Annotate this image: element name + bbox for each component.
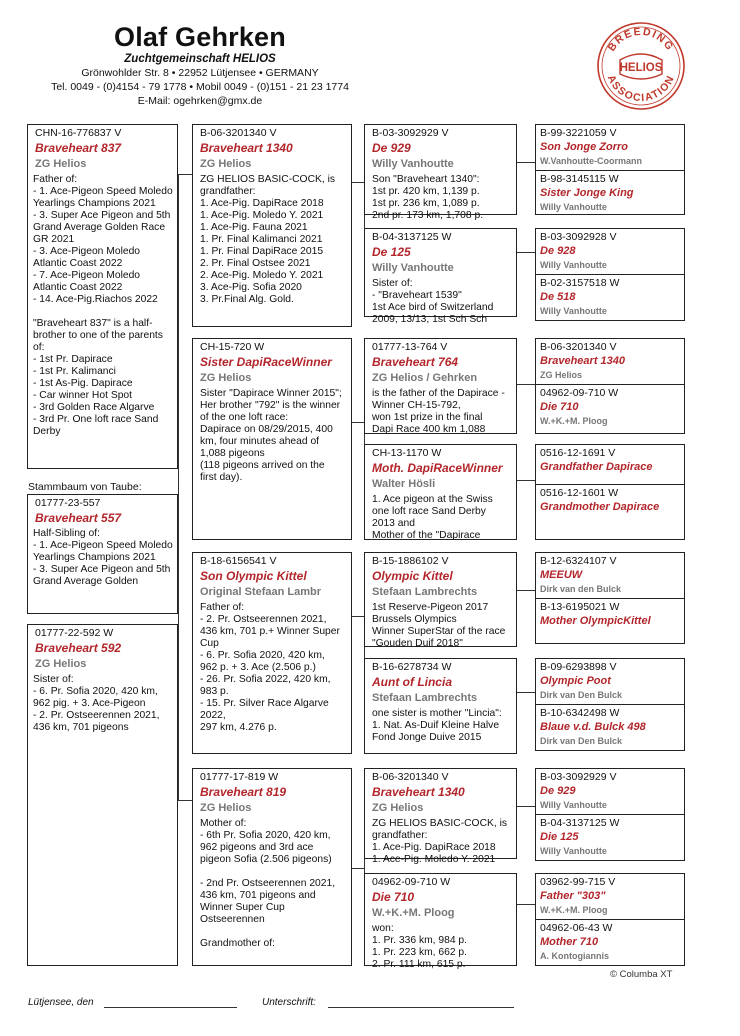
parent-breeder: ZG Helios — [200, 372, 252, 384]
grandparent-description: 1. Ace pigeon at the Swiss one loft race Sand Derby 2013 and Mother of the "Dapirace — [372, 494, 493, 541]
ggp-name: MEEUW — [540, 569, 583, 581]
parent-description: Sister "Dapirace Winner 2015"; Her brother "792" is the winner of the one loft race: Dapirace on 08/29/2015, 400 km, four minutes ahead of 1,088 pigeons (118 pigeons arrived on the first day). — [200, 388, 342, 483]
ggp-breeder: Willy Vanhoutte — [540, 202, 607, 212]
ggp-breeder: Willy Vanhoutte — [540, 306, 607, 316]
parent-ring: CH-15-720 W — [200, 341, 265, 353]
ggp-ring: B-06-3201340 V — [540, 341, 617, 353]
parent-name: Sister DapiRaceWinner — [200, 355, 332, 369]
dam-card — [27, 624, 178, 966]
ggp-ring: B-12-6324107 V — [540, 555, 617, 567]
sibling-card — [27, 494, 178, 614]
ggp-breeder: Willy Vanhoutte — [540, 260, 607, 270]
copyright-note: © Columba XT — [610, 969, 673, 980]
ggp-name: Olympic Poot — [540, 675, 611, 687]
ggp-ring: 03962-99-715 V — [540, 876, 616, 888]
ggp-ring: 0516-12-1691 V — [540, 447, 616, 459]
grandparent-description: Sister of: - "Braveheart 1539" 1st Ace bird of Switzerland 2009, 13/13, 1st Sch Sch — [372, 278, 494, 325]
svg-text:ASSOCIATION: ASSOCIATION — [604, 73, 678, 105]
breeder-phone: Tel. 0049 - (0)4154 - 79 1778 • Mobil 0049 - (0)151 - 21 23 1774 — [51, 81, 349, 93]
svg-text:BREEDING: BREEDING — [605, 25, 677, 54]
ggp-breeder: Dirk van Den Bulck — [540, 690, 623, 700]
grandparent-breeder: Willy Vanhoutte — [372, 262, 454, 274]
ggp-ring: B-03-3092929 V — [540, 771, 617, 783]
grandparent-name: De 125 — [372, 245, 411, 259]
great-grandparent-pair-1 — [535, 124, 685, 215]
grandparent-breeder: W.+K.+M. Ploog — [372, 907, 455, 919]
grandparent-name: Braveheart 1340 — [372, 785, 465, 799]
ggp-breeder: Dirk van den Bulck — [540, 584, 622, 594]
parent-name: Son Olympic Kittel — [200, 569, 307, 583]
parent-description: Mother of: - 6th Pr. Sofia 2020, 420 km, 962 pigeons and 3rd ace pigeon Sofia (2.506 pigeons) - 2nd Pr. Ostseerennen 2021, 436 km, 701 pigeons and Winner Super Cup Ostseerennen Grandmother of: — [200, 818, 336, 949]
grandparent-description: won: 1. Pr. 336 km, 984 p. 1. Pr. 223 km, 662 p. 2. Pr. 111 km, 615 p. — [372, 923, 468, 970]
great-grandparent-pair-3 — [535, 338, 685, 434]
parent-card-2 — [192, 338, 352, 540]
pedigree-of-label: Stammbaum von Taube: — [28, 481, 142, 493]
ggp-ring: 04962-09-710 W — [540, 387, 619, 399]
grandparent-name: De 929 — [372, 141, 411, 155]
ggp-name: Grandfather Dapirace — [540, 461, 653, 473]
sibling-description: Half-Sibling of: - 1. Ace-Pigeon Speed Moledo Yearlings Champions 2021 - 3. Super Ace Pigeon and 5th Grand Average Golden — [33, 528, 173, 587]
grandparent-name: Die 710 — [372, 890, 415, 904]
parent-ring: B-18-6156541 V — [200, 555, 277, 567]
grandparent-breeder: ZG Helios — [372, 802, 424, 814]
dam-ring: 01777-22-592 W — [35, 627, 114, 639]
grandparent-card-1 — [364, 124, 517, 221]
signature-line[interactable] — [328, 1007, 514, 1008]
ggp-ring: B-98-3145115 W — [540, 173, 619, 185]
grandparent-breeder: Walter Hösli — [372, 478, 436, 490]
ggp-ring: 04962-06-43 W — [540, 922, 613, 934]
ggp-ring: B-02-3157518 W — [540, 277, 620, 289]
grandparent-ring: B-15-1886102 V — [372, 555, 449, 567]
ggp-name: Die 710 — [540, 401, 579, 413]
grandparent-ring: CH-13-1170 W — [372, 447, 442, 459]
grandparent-name: Aunt of Lincia — [372, 675, 452, 689]
parent-card-3 — [192, 552, 352, 754]
ggp-name: Son Jonge Zorro — [540, 141, 628, 153]
grandparent-description: is the father of the Dapirace -Winner CH-15-792, won 1st prize in the final Dapi Race 400 km 1,088 — [372, 388, 505, 435]
breeder-header — [0, 22, 400, 108]
parent-name: Braveheart 1340 — [200, 141, 293, 155]
parent-name: Braveheart 819 — [200, 785, 287, 799]
breeder-name: Olaf Gehrken — [114, 22, 286, 52]
grandparent-card-7 — [364, 768, 517, 865]
ggp-ring: B-99-3221059 V — [540, 127, 617, 139]
ggp-name: Sister Jonge King — [540, 187, 634, 199]
ggp-breeder: Willy Vanhoutte — [540, 846, 607, 856]
grandparent-card-6 — [364, 658, 517, 754]
helios-seal-logo — [596, 20, 686, 112]
parent-description: ZG HELIOS BASIC-COCK, is grandfather: 1. Ace-Pig. DapiRace 2018 1. Ace-Pig. Moledo Y. 2021 1. Ace-Pig. Fauna 2021 1. Pr. Final Kalimanci 2021 1. Pr. Final DapiRace 2015 2. Pr. Final Ostsee 2021 2. Ace-Pig. Moledo Y. 2021 3. Ace-Pig. Sofia 2020 3. Pr.Final Alg. Gold. — [200, 174, 336, 305]
ggp-name: Mother 710 — [540, 936, 599, 948]
great-grandparent-pair-8 — [535, 873, 685, 966]
grandparent-ring: B-04-3137125 W — [372, 231, 452, 243]
grandparent-card-5 — [364, 552, 517, 647]
grandparent-ring: B-03-3092929 V — [372, 127, 449, 139]
ggp-name: Mother OlympicKittel — [540, 615, 651, 627]
main-pigeon-description: Father of: - 1. Ace-Pigeon Speed Moledo Yearlings Champions 2021 - 3. Super Ace Pigeon and 5th Grand Average Golden Race GR 2021 - 3. Ace-Pigeon Moledo Atlantic Coast 2022 - 7. Ace-Pigeon Moledo Atlantic Coast 2022 - 14. Ace-Pig.Riachos 2022 "Braveheart 837" is a half-brother to one of the parents of: - 1st Pr. Dapirace - 1st Pr. Kalimanci - 1st As-Pig. Dapirace - Car winner Hot Spot - 3rd Golden Race Algarve - 3rd Pr. One loft race Sand Derby — [33, 174, 173, 437]
ggp-name: De 518 — [540, 291, 576, 303]
grandparent-breeder: Willy Vanhoutte — [372, 158, 454, 170]
grandparent-description: ZG HELIOS BASIC-COCK, is grandfather: 1. Ace-Pig. DapiRace 2018 1. Ace-Pig. Moledo Y. 2021 — [372, 818, 508, 865]
grandparent-breeder: Stefaan Lambrechts — [372, 692, 478, 704]
grandparent-card-2 — [364, 228, 517, 325]
parent-card-1 — [192, 124, 352, 327]
ggp-ring: B-10-6342498 W — [540, 707, 620, 719]
ggp-breeder: A. Kontogiannis — [540, 951, 609, 961]
ggp-name: Blaue v.d. Bulck 498 — [540, 721, 646, 733]
ggp-name: De 928 — [540, 245, 576, 257]
ggp-breeder: Dirk van Den Bulck — [540, 736, 623, 746]
ggp-ring: B-13-6195021 W — [540, 601, 620, 613]
grandparent-breeder: Stefaan Lambrechts — [372, 586, 478, 598]
grandparent-card-8 — [364, 873, 517, 970]
parent-ring: B-06-3201340 V — [200, 127, 277, 139]
grandparent-ring: 01777-13-764 V — [372, 341, 448, 353]
ggp-ring: B-03-3092928 V — [540, 231, 617, 243]
ggp-breeder: Willy Vanhoutte — [540, 800, 607, 810]
great-grandparent-pair-2 — [535, 228, 685, 321]
ggp-name: Father "303" — [540, 890, 606, 902]
place-date-line[interactable] — [104, 1007, 237, 1008]
ggp-breeder: ZG Helios — [540, 370, 583, 380]
grandparent-card-4 — [364, 444, 517, 540]
svg-text:HELIOS: HELIOS — [619, 62, 663, 74]
breeder-email: E-Mail: ogehrken@gmx.de — [137, 95, 263, 107]
grandparent-ring: B-06-3201340 V — [372, 771, 449, 783]
grandparent-breeder: ZG Helios / Gehrken — [372, 372, 478, 384]
main-pigeon-card — [27, 124, 178, 469]
great-grandparent-pair-7 — [535, 768, 685, 861]
ggp-name: De 929 — [540, 785, 576, 797]
grandparent-description: one sister is mother "Lincia": 1. Nat. As-Duif Kleine Halve Fond Jonge Duive 2015 — [372, 708, 502, 743]
grandparent-description: Son "Braveheart 1340": 1st pr. 420 km, 1,139 p. 1st pr. 236 km, 1,089 p. 2nd pr. 173 km, 1,708 p. — [372, 174, 484, 221]
great-grandparent-pair-5 — [535, 552, 685, 644]
great-grandparent-pair-6 — [535, 658, 685, 751]
breeder-address: Grönwohlder Str. 8 • 22952 Lütjensee • GERMANY — [81, 67, 319, 79]
parent-breeder: Original Stefaan Lambr — [200, 586, 322, 598]
dam-name: Braveheart 592 — [35, 641, 122, 655]
place-date-label: Lütjensee, den — [28, 997, 94, 1008]
parent-card-4 — [192, 768, 352, 966]
ggp-breeder: W.+K.+M. Ploog — [540, 416, 608, 426]
sibling-ring: 01777-23-557 — [35, 497, 101, 509]
ggp-breeder: W.Vanhoutte-Coormann — [540, 156, 642, 166]
dam-breeder: ZG Helios — [35, 658, 87, 670]
ggp-name: Braveheart 1340 — [540, 355, 626, 367]
signature-label: Unterschrift: — [262, 997, 316, 1008]
grandparent-name: Braveheart 764 — [372, 355, 459, 369]
sibling-name: Braveheart 557 — [35, 511, 122, 525]
parent-breeder: ZG Helios — [200, 158, 252, 170]
main-pigeon-name: Braveheart 837 — [35, 141, 122, 155]
parent-ring: 01777-17-819 W — [200, 771, 279, 783]
main-pigeon-breeder: ZG Helios — [35, 158, 87, 170]
ggp-ring: B-04-3137125 W — [540, 817, 620, 829]
grandparent-description: 1st Reserve-Pigeon 2017 Brussels Olympics Winner SuperStar of the race "Gouden Duif 2018" — [372, 602, 506, 649]
grandparent-card-3 — [364, 338, 517, 434]
ggp-ring: 0516-12-1601 W — [540, 487, 619, 499]
grandparent-ring: 04962-09-710 W — [372, 876, 451, 888]
main-pigeon-ring: CHN-16-776837 V — [35, 127, 122, 139]
grandparent-name: Moth. DapiRaceWinner — [372, 461, 503, 475]
grandparent-name: Olympic Kittel — [372, 569, 453, 583]
parent-breeder: ZG Helios — [200, 802, 252, 814]
great-grandparent-pair-4 — [535, 444, 685, 540]
ggp-name: Die 125 — [540, 831, 579, 843]
breeder-subtitle: Zuchtgemeinschaft HELIOS — [124, 53, 276, 65]
parent-description: Father of: - 2. Pr. Ostseerennen 2021, 436 km, 701 p.+ Winner Super Cup - 6. Pr. Sofia 2020, 420 km, 962 p. + 3. Ace (2.506 p.) - 26. Pr. Sofia 2022, 420 km, 983 p. - 15. Pr. Silver Race Algarve 2022, 297 km, 4.276 p. — [200, 602, 340, 733]
ggp-name: Grandmother Dapirace — [540, 501, 660, 513]
grandparent-ring: B-16-6278734 W — [372, 661, 452, 673]
ggp-breeder: W.+K.+M. Ploog — [540, 905, 608, 915]
ggp-ring: B-09-6293898 V — [540, 661, 617, 673]
dam-description: Sister of: - 6. Pr. Sofia 2020, 420 km, 962 pig. + 3. Ace-Pigeon - 2. Pr. Ostseerennen 2021, 436 km, 701 pigeons — [33, 674, 160, 733]
